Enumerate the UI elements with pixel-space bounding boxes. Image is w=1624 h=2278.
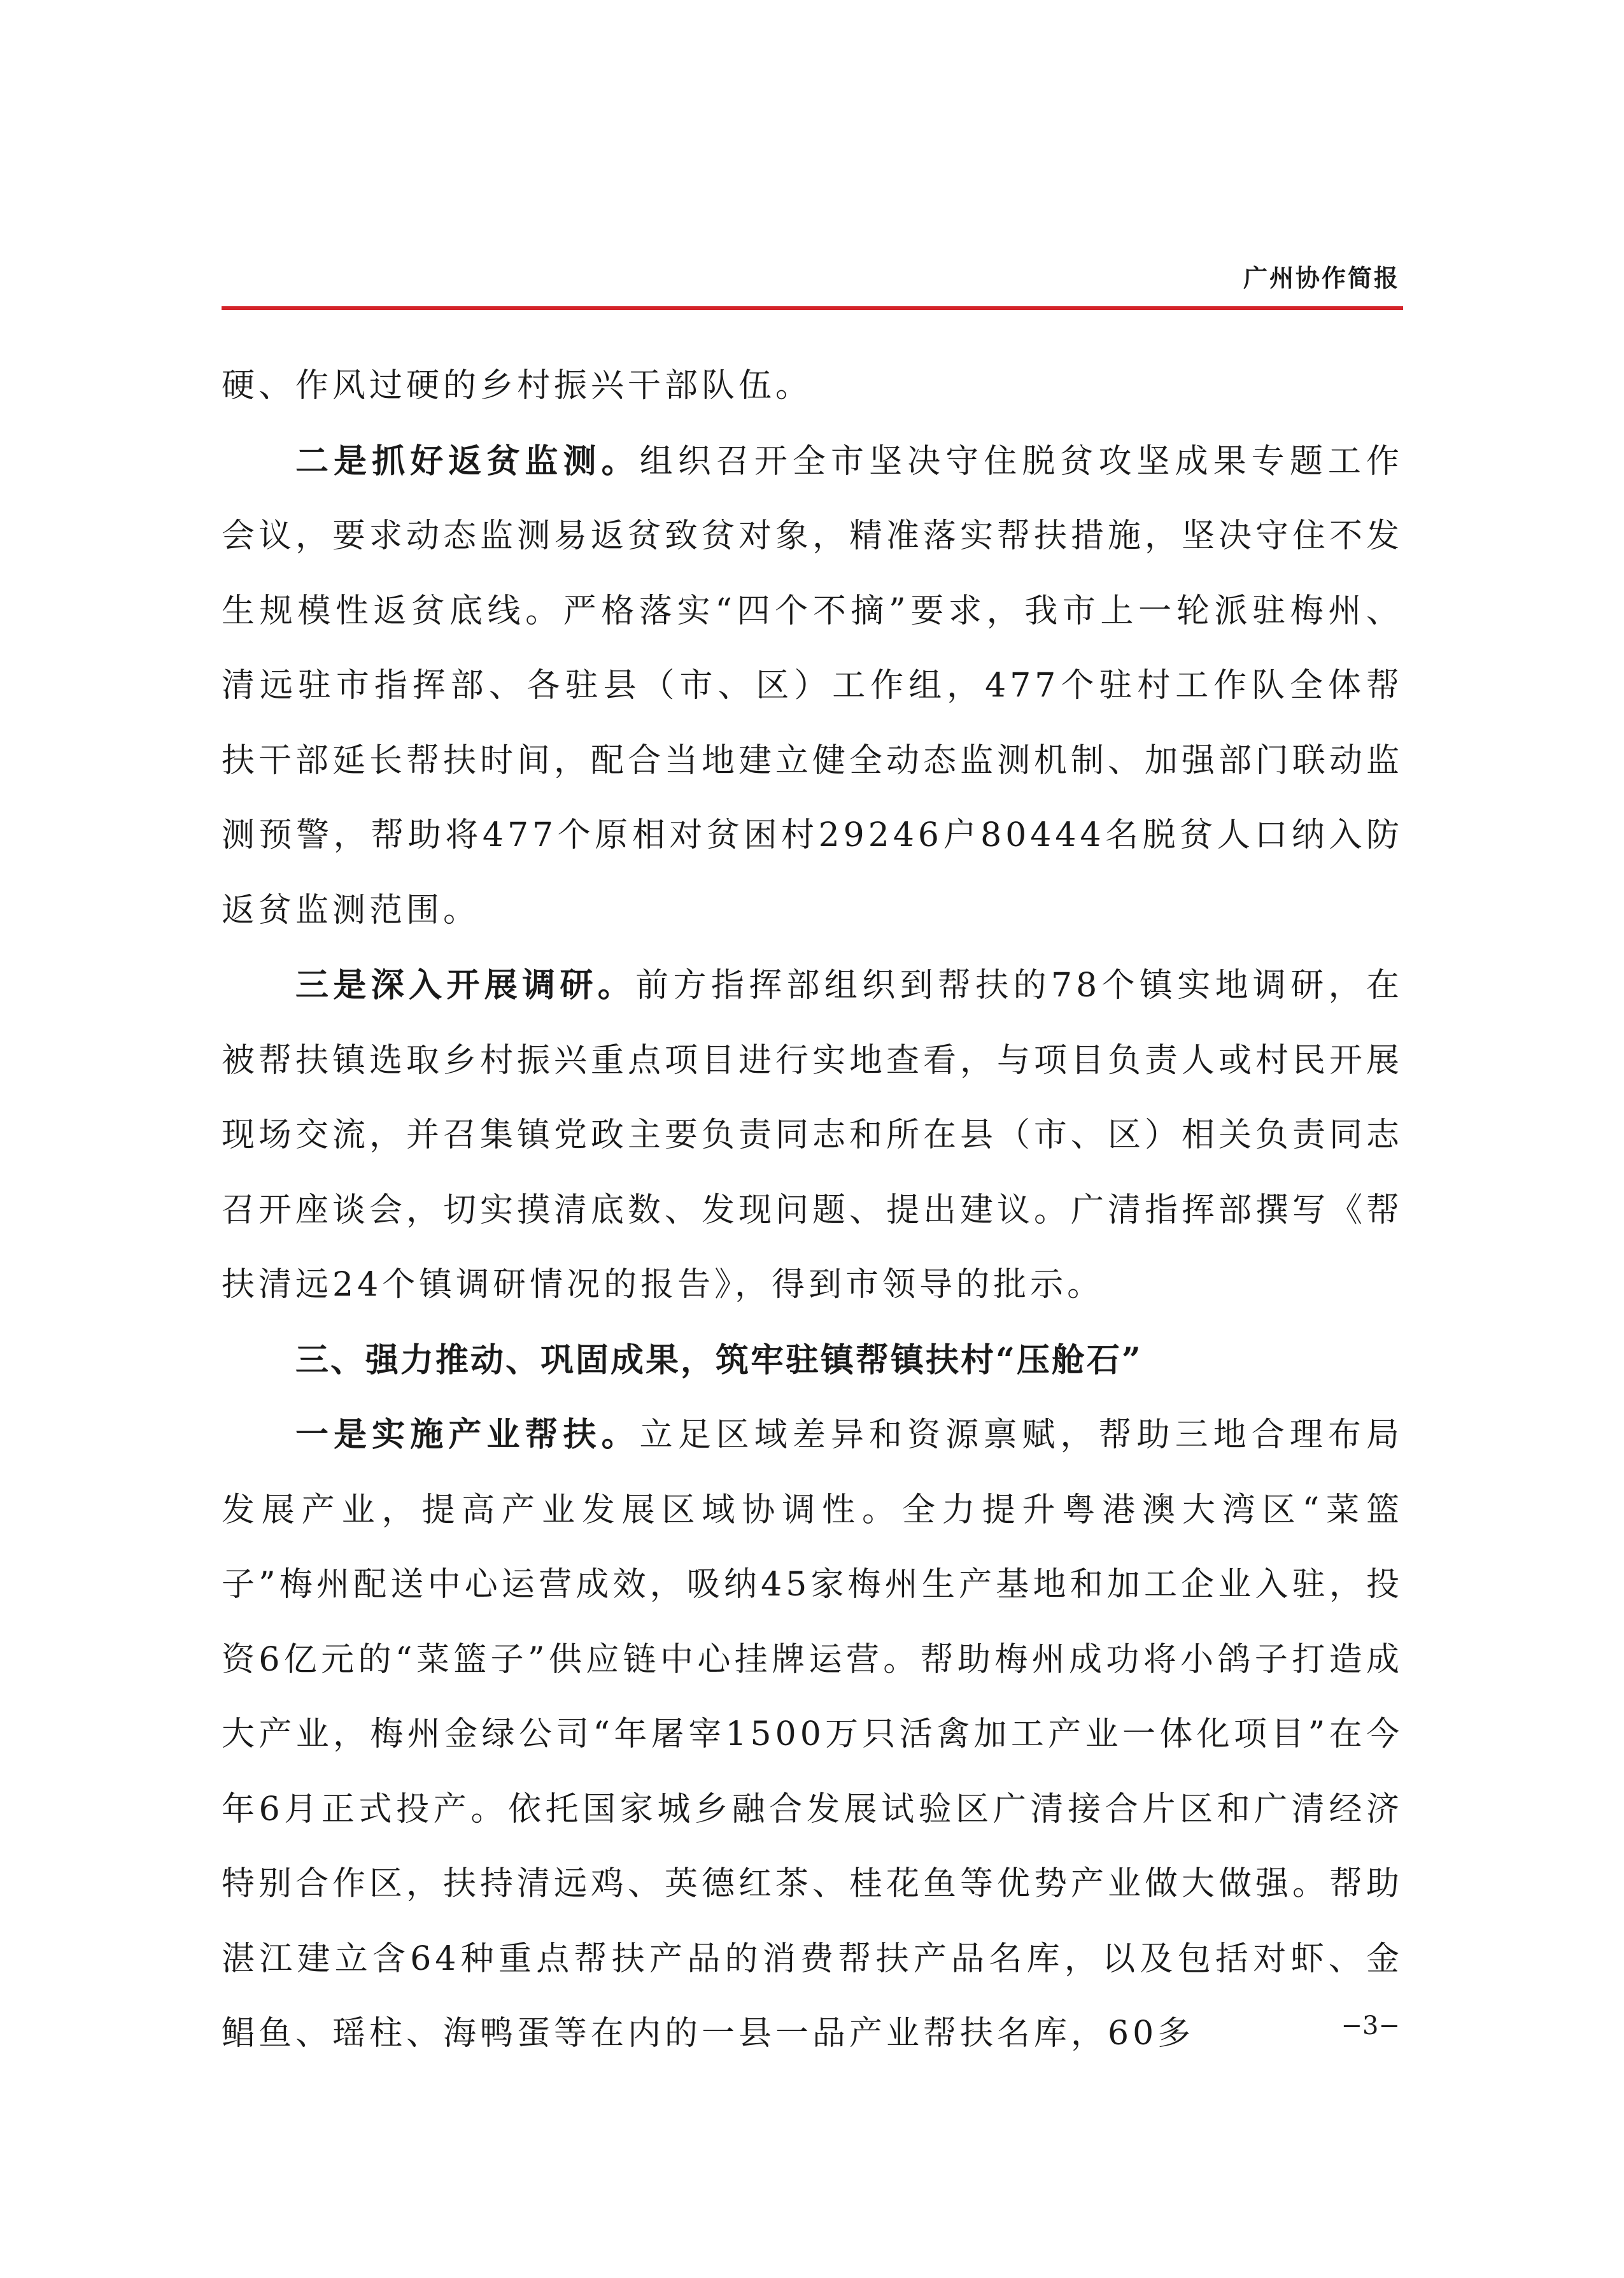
section-heading: 三、强力推动、巩固成果，筑牢驻镇帮镇扶村“压舱石”	[295, 1340, 1143, 1380]
paragraph-text: 前方指挥部组织到帮扶的78个镇实地调研，在被帮扶镇选取乡村振兴重点项目进行实地查看，与项目负责人或村民开展现场交流，并召集镇党政主要负责同志和所在县（市、区）相关负责同志召开座谈会，切实摸清底数、发现问题、提出建议。广清指挥部撰写《帮扶清远24个镇调研情况的报告》，得到市领导的批示。	[222, 966, 1404, 1304]
paragraph-industry-assistance	[222, 1397, 1403, 2072]
paragraph-continuation: 硬、作风过硬的乡村振兴干部队伍。	[222, 367, 813, 405]
paragraph-text: 组织召开全市坚决守住脱贫攻坚成果专题工作会议，要求动态监测易返贫致贫对象，精准落实帮扶措施，坚决守住不发生规模性返贫底线。严格落实“四个不摘”要求，我市上一轮派驻梅州、清远驻市指挥部、各驻县（市、区）工作组，477个驻村工作队全体帮扶干部延长帮扶时间，配合当地建立健全动态监测机制、加强部门联动监测预警，帮助将477个原相对贫困村29246户80444名脱贫人口纳入防返贫监测范围。	[222, 442, 1404, 930]
header-divider	[222, 306, 1403, 310]
document-body	[222, 349, 1403, 2072]
paragraph-lead-text: 一是实施产业帮扶。	[295, 1415, 640, 1454]
paragraph-poverty-monitoring	[222, 424, 1403, 949]
publication-title: 广州协作简报	[1243, 264, 1400, 292]
paragraph-lead-text: 三是深入开展调研。	[295, 966, 636, 1005]
paragraph-field-research	[222, 948, 1403, 1323]
page-number: −3−	[1341, 2011, 1400, 2041]
paragraph-lead-text: 二是抓好返贫监测。	[295, 441, 640, 481]
paragraph-text: 立足区域差异和资源禀赋，帮助三地合理布局发展产业，提高产业发展区域协调性。全力提升粤港澳大湾区“菜篮子”梅州配送中心运营成效，吸纳45家梅州生产基地和加工企业入驻，投资6亿元的“菜篮子”供应链中心挂牌运营。帮助梅州成功将小鸽子打造成大产业，梅州金绿公司“年屠宰1500万只活禽加工产业一体化项目”在今年6月正式投产。依托国家城乡融合发展试验区广清接合片区和广清经济特别合作区，扶持清远鸡、英德红茶、桂花鱼等优势产业做大做强。帮助湛江建立含64种重点帮扶产品的消费帮扶产品名库，以及包括对虾、金鲳鱼、瑶柱、海鸭蛋等在内的一县一品产业帮扶名库，60多	[222, 1416, 1404, 2053]
